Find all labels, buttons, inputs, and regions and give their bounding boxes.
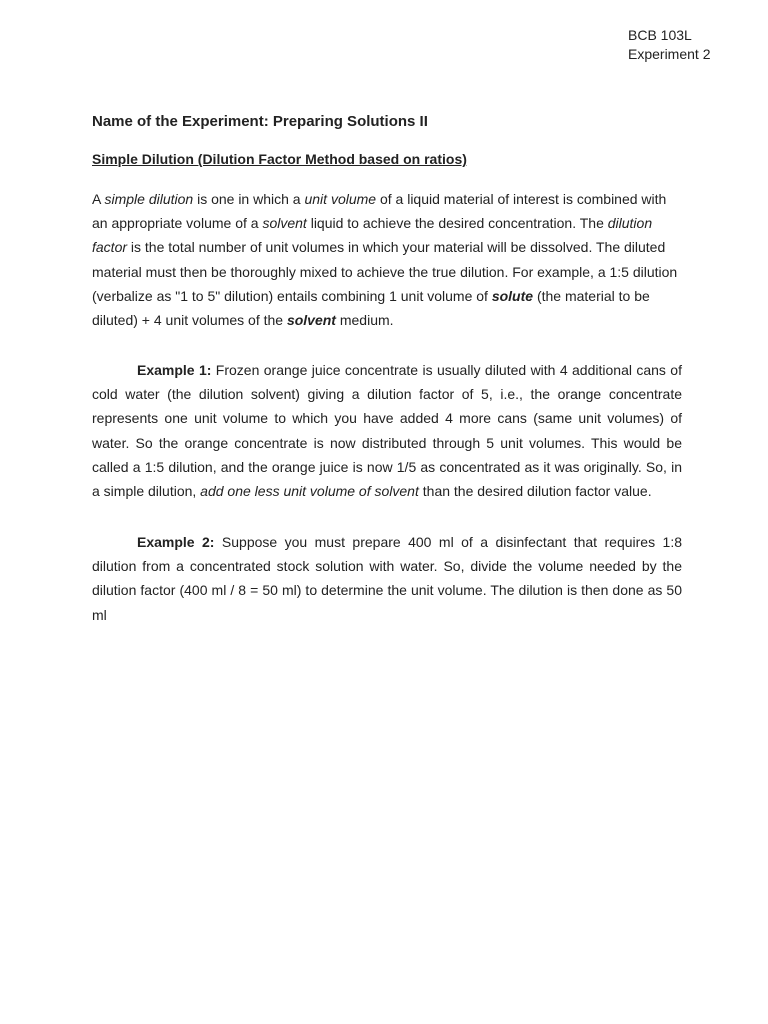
text-run: of a liquid material of interest is combined with an appropriate volume of a bbox=[92, 191, 667, 232]
example-2-label: Example 2: bbox=[137, 534, 215, 550]
text-run: A bbox=[92, 191, 105, 207]
text-run: is one in which a bbox=[193, 191, 305, 207]
example-1-label: Example 1: bbox=[137, 362, 212, 378]
term-solvent: solvent bbox=[262, 215, 307, 232]
page-title: Name of the Experiment: Preparing Solutions II bbox=[92, 113, 428, 130]
term-dilution-factor: dilution factor bbox=[92, 215, 653, 256]
example-1-paragraph bbox=[92, 358, 682, 503]
experiment-number: Experiment 2 bbox=[628, 46, 711, 62]
intro-paragraph bbox=[92, 187, 682, 332]
course-code: BCB 103L bbox=[628, 27, 692, 43]
document-header bbox=[628, 26, 710, 64]
text-run: medium. bbox=[335, 312, 394, 329]
emphasis-text: add one less unit volume of solvent bbox=[200, 483, 419, 500]
text-run: liquid to achieve the desired concentration. The bbox=[306, 215, 608, 232]
term-solute: solute bbox=[491, 287, 534, 304]
section-heading: Simple Dilution (Dilution Factor Method based on ratios) bbox=[92, 151, 467, 167]
term-solvent-bold: solvent bbox=[286, 312, 336, 329]
term-simple-dilution: simple dilution bbox=[104, 191, 194, 207]
text-run: Suppose you must prepare 400 ml of a disinfectant that requires 1:8 dilution from a concentrated stock solution with water. So, divide the volume needed by the dilution factor (400 ml / 8 = 50 ml) to determine the unit volume. The dilution is then done as 50 ml bbox=[92, 534, 682, 623]
example-2-paragraph bbox=[92, 530, 682, 627]
term-unit-volume: unit volume bbox=[304, 191, 377, 207]
text-run: Frozen orange juice concentrate is usually diluted with 4 additional cans of cold water (the dilution solvent) giving a dilution factor of 5, i.e., the orange concentrate represents one unit volume to which you have added 4 more cans (same unit volumes) of water. So the orange concentrate is now distributed through 5 unit volumes. This would be called a 1:5 dilution, and the orange juice is now 1/5 as concentrated as it was originally. So, in a simple dilution, bbox=[92, 362, 682, 500]
text-run: (the material to be diluted) + 4 unit volumes of the bbox=[92, 287, 650, 329]
text-run: than the desired dilution factor value. bbox=[418, 483, 652, 500]
text-run: is the total number of unit volumes in which your material will be dissolved. The diluted material must then be thoroughly mixed to achieve the true dilution. For example, a 1:5 dilution (verbalize as "1 to 5" dilution) entails combining 1 unit volume of bbox=[92, 239, 678, 304]
